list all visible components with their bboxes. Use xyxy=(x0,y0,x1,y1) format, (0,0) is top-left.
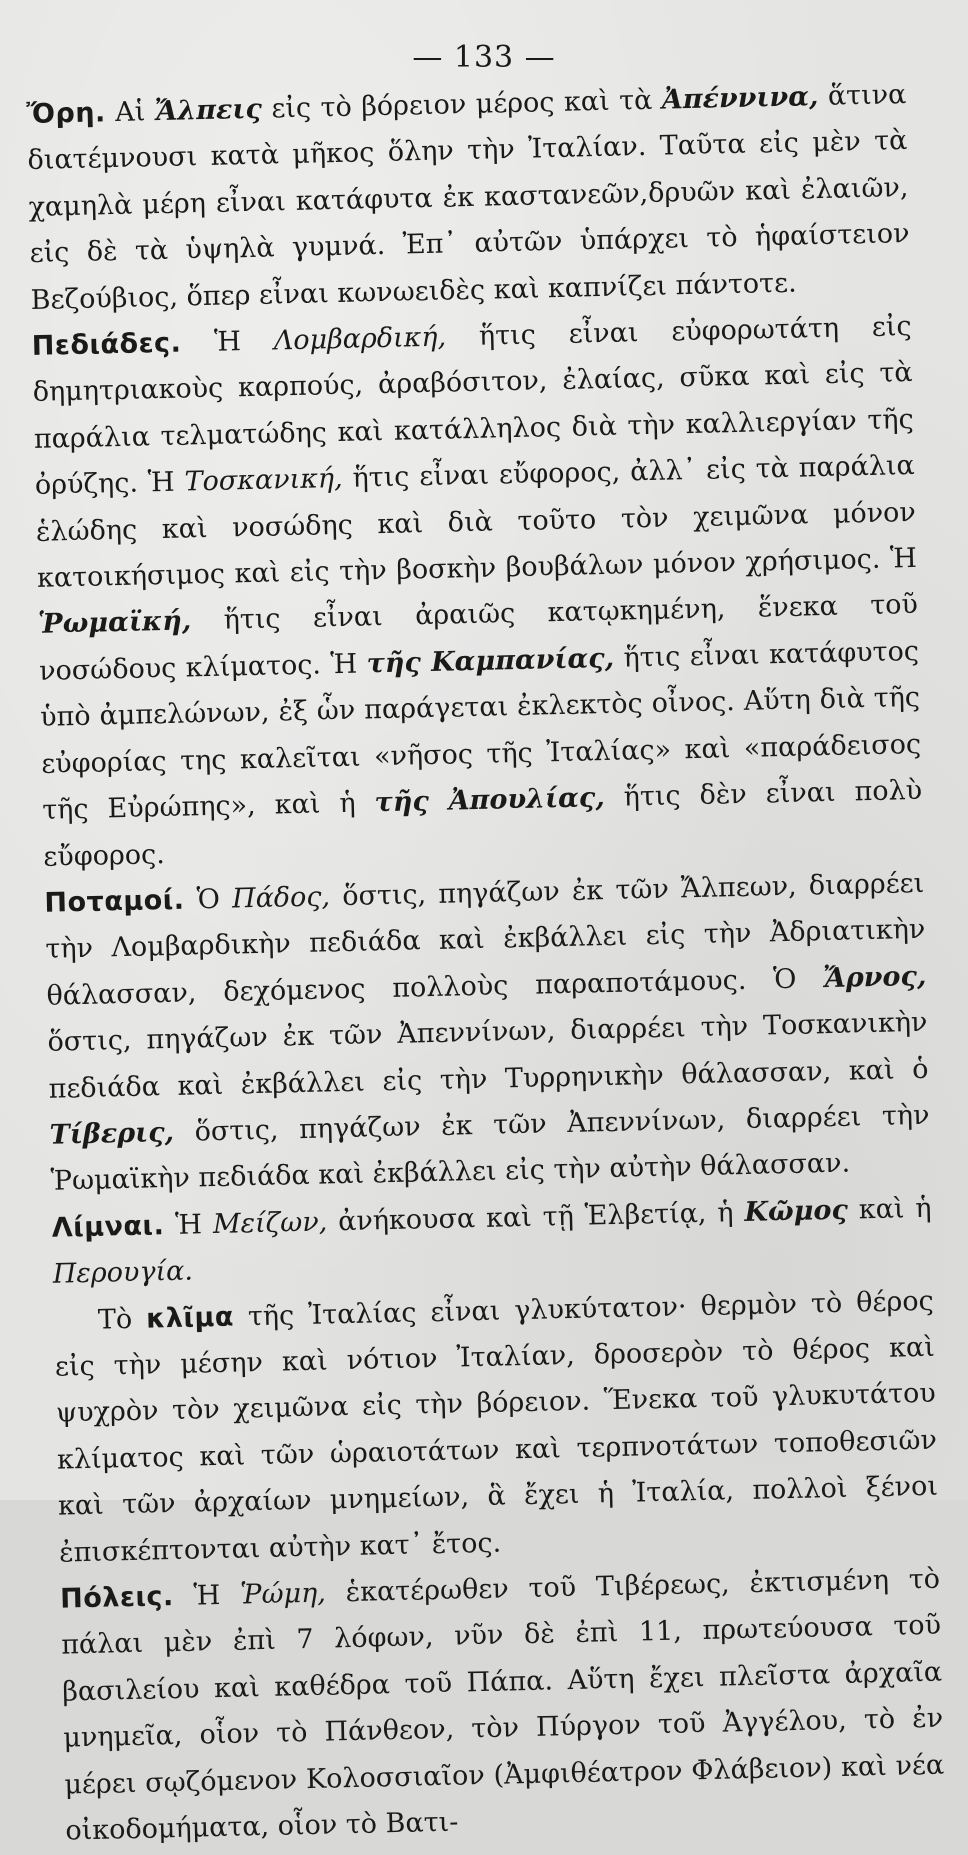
text-run: Ἡ xyxy=(163,1208,214,1241)
emphasized-term: Μείζων, xyxy=(212,1206,328,1240)
page-number: — 133 — xyxy=(412,40,556,75)
emphasized-name: τῆς Καμπανίας, xyxy=(366,642,615,680)
text-run: Τὸ xyxy=(97,1303,147,1336)
emphasized-name: τῆς Ἀπουλίας, xyxy=(374,782,606,819)
text-run: ἀνήκουσα καὶ τῇ Ἑλβετίᾳ, ἡ xyxy=(326,1196,745,1238)
emphasized-term: Ῥώμη, xyxy=(239,1577,327,1611)
text-run: ὅστις, πηγάζων ἐκ τῶν Ἀπεννίνων, διαρρέει τὴν Τοσκανικὴν πεδιάδα καὶ ἐκβάλλει εἰς τὴν Τυρρηνικὴν θάλασσαν, καὶ ὁ xyxy=(47,1006,929,1105)
emphasized-name: Ῥωμαϊκή, xyxy=(37,605,192,641)
section-heading: Ποταμοί. xyxy=(44,884,185,919)
emphasized-name: Ἄλπεις xyxy=(154,93,263,128)
emphasized-term: Περουγία. xyxy=(52,1255,194,1290)
section-heading: Πόλεις. xyxy=(59,1581,175,1615)
text-run: τῆς Ἰταλίας εἶναι γλυκύτατον· θερμὸν τὸ θέρος εἰς τὴν μέσην καὶ νότιον Ἰταλίαν, δροσερὸν τὸ θέρος καὶ ψυχρὸν τὸν χειμῶνα εἰς τὴν βόρειον. Ἕνεκα τοῦ γλυκυτάτου κλίματος καὶ τῶν ὡραιοτάτων καὶ τερπνοτάτων τοποθεσιῶν καὶ τῶν ἀρχαίων μνημείων, ἃ ἔχει ἡ Ἰταλία, πολλοὶ ξένοι ἐπισκέπτονται αὐτὴν κατ᾿ ἔτος. xyxy=(54,1285,939,1569)
text-run: ὅστις, πηγάζων ἐκ τῶν Ἄλπεων, διαρρέει τὴν Λομβαρδικὴν πεδιάδα καὶ ἐκβάλλει εἰς τὴν Ἀδριατικὴν θάλασσαν, δεχόμενος πολλοὺς παραποτάμους. Ὁ xyxy=(45,867,926,1012)
section-heading: Ὄρη. xyxy=(26,97,107,130)
text-run: ἥτις εἶναι ἀραιῶς κατῳκημένη, ἕνεκα τοῦ νοσώδους κλίματος. Ἡ xyxy=(38,589,919,687)
body-text xyxy=(26,72,946,1855)
text-run: εἰς τὸ βόρειον μέρος καὶ τὰ xyxy=(261,84,663,125)
paragraph-climate xyxy=(53,1278,939,1576)
section-heading: κλῖμα xyxy=(145,1301,235,1335)
text-run: ἑκατέρωθεν τοῦ Τιβέρεως, ἐκτισμένη τὸ πάλαι μὲν ἐπὶ 7 λόφων, νῦν δὲ ἐπὶ 11, πρωτεύουσα τοῦ βασιλείου καὶ καθέδρα τοῦ Πάπα. Αὕτη ἔχει πλεῖστα ἀρχαῖα μνημεῖα, οἷον τὸ Πάνθεον, τὸν Πύργον τοῦ Ἀγγέλου, τὸ ἐν μέρει σῳζόμενον Κολοσσιαῖον (Ἀμφιθέατρον Φλάβειον) καὶ νέα οἰκοδομήματα, οἷον τὸ Βατι- xyxy=(60,1563,945,1847)
text-run: Ἡ xyxy=(173,1579,241,1613)
text-run: ἥτις εἶναι κατάφυτος ὑπὸ ἀμπελώνων, ἐξ ὧν παράγεται ἐκλεκτὸς οἶνος. Αὕτη διὰ τῆς εὐφορίας της καλεῖται «νῆσος τῆς Ἰταλίας» καὶ «παράδεισος τῆς Εὐρώπης», καὶ ἡ xyxy=(39,635,922,826)
emphasized-name: Κῶμος xyxy=(744,1194,849,1228)
text-run: ὅστις, πηγάζων ἐκ τῶν Ἀπεννίνων, διαρρέει τὴν Ῥωμαϊκὴν πεδιάδα καὶ ἐκβάλλει εἰς τὴν αὐτὴν θάλασσαν. xyxy=(50,1099,930,1198)
emphasized-term: Τοσκανική, xyxy=(184,463,343,498)
text-run: ἅτινα διατέμνουσι κατὰ μῆκος ὅλην τὴν Ἰταλίαν. Ταῦτα εἰς μὲν τὰ χαμηλὰ μέρη εἶναι κατάφυτα ἐκ καστανεῶν,δρυῶν καὶ ἐλαιῶν, εἰς δὲ τὰ ὑψηλὰ γυμνά. Ἐπ᾿ αὐτῶν ὑπάρχει τὸ ἡφαίστειον Βεζούβιος, ὅπερ εἶναι κωνωειδὲς καὶ καπνίζει πάντοτε. xyxy=(27,79,910,316)
section-heading: Πεδιάδες. xyxy=(31,327,182,362)
emphasized-name: Τίβερις, xyxy=(49,1116,175,1151)
emphasized-term: Πάδος, xyxy=(231,881,331,915)
section-heading: Λίμναι. xyxy=(51,1209,165,1244)
text-run: Ἡ xyxy=(180,325,275,359)
text-run: Ὁ xyxy=(184,883,233,916)
emphasized-term: Λομβαρδική, xyxy=(273,321,447,357)
paragraph-rivers xyxy=(44,861,931,1206)
text-run: Αἱ xyxy=(105,96,156,129)
paragraph-mountains xyxy=(26,72,911,324)
emphasized-name: Ἀπέννινα, xyxy=(661,81,819,116)
paragraph-plains xyxy=(31,304,923,881)
paragraph-cities xyxy=(60,1557,946,1855)
text-run: ἥτις εἶναι εὔφορος, ἀλλ᾿ εἰς τὰ παράλια ἑλώδης καὶ νοσώδης καὶ διὰ τοῦτο τὸν χειμῶνα μόνον κατοικήσιμος καὶ εἰς τὴν βοσκὴν βουβάλων μόνον χρήσιμος. Ἡ xyxy=(35,450,918,594)
emphasized-name: Ἄρνος, xyxy=(822,960,927,994)
text-run: καὶ ἡ xyxy=(847,1192,932,1226)
text-run: ἥτις δὲν εἶναι πολὺ εὔφορος. xyxy=(43,774,923,873)
text-run: ἥτις εἶναι εὐφορωτάτη εἰς δημητριακοὺς καρπούς, ἀραβόσιτον, ἐλαίας, σῦκα καὶ εἰς τὰ παράλια τελματώδης καὶ κατάλληλος διὰ τὴν καλλιεργίαν τῆς ὀρύζης. Ἡ xyxy=(32,311,915,502)
